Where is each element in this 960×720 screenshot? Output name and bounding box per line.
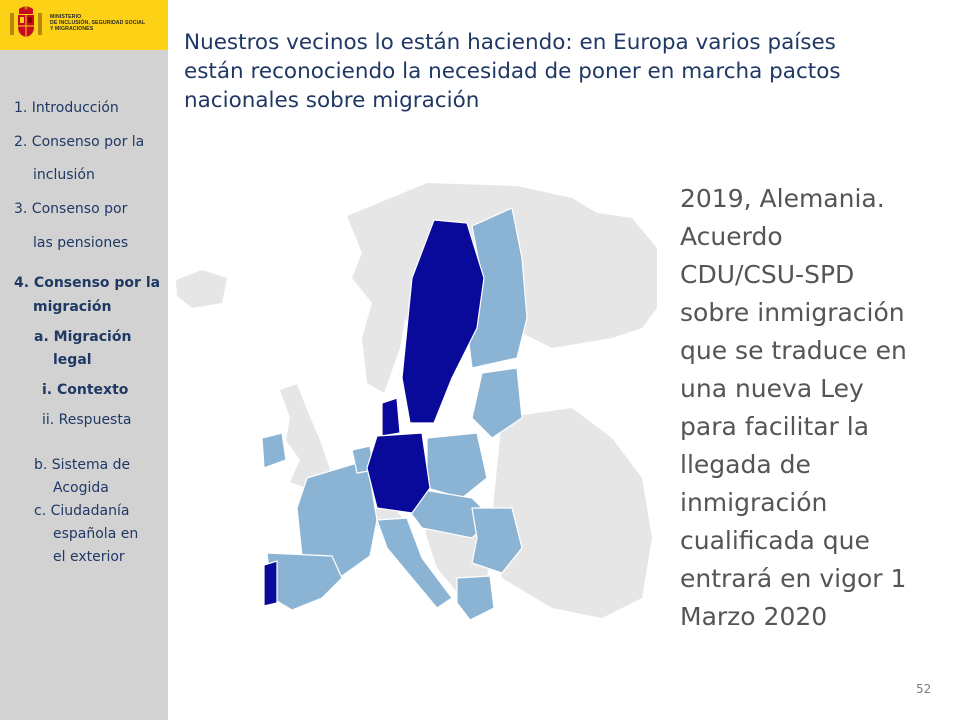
note-line: 2019, Alemania. — [680, 184, 885, 213]
nav-item-respuesta[interactable]: ii. Respuesta — [42, 412, 132, 428]
note-line: que se traduce en — [680, 336, 907, 365]
note-line: llegada de — [680, 450, 811, 479]
ministry-line: MINISTERIO — [50, 14, 82, 20]
nav-item-consenso-pensiones[interactable]: 3. Consenso por — [14, 201, 128, 217]
map-spain — [267, 553, 342, 610]
note-line: CDU/CSU-SPD — [680, 260, 855, 289]
nav-item-migracion-legal-cont[interactable]: legal — [53, 352, 92, 368]
nav-item-migracion-legal[interactable]: a. Migración — [34, 329, 132, 345]
ministry-line: Y MIGRACIONES — [50, 26, 94, 33]
coat-of-arms-icon — [7, 5, 45, 43]
nav-item-introduccion[interactable]: 1. Introducción — [14, 100, 119, 116]
note-line: para facilitar la — [680, 412, 870, 441]
note-line: inmigración — [680, 488, 828, 517]
nav-item-consenso-migracion-cont[interactable]: migración — [33, 299, 112, 315]
nav-item-ciudadania-cont1[interactable]: española en — [53, 526, 139, 542]
slide-title-line: nacionales sobre migración — [184, 88, 480, 113]
ministry-name — [50, 14, 145, 33]
nav-item-consenso-inclusion[interactable]: 2. Consenso por la — [14, 134, 145, 150]
nav-item-consenso-pensiones-cont[interactable]: las pensiones — [33, 235, 129, 251]
nav-item-consenso-inclusion-cont[interactable]: inclusión — [33, 167, 95, 183]
map-poland — [427, 433, 487, 498]
note-line: Marzo 2020 — [680, 602, 828, 631]
sidebar — [0, 0, 168, 720]
ministry-logo — [0, 0, 168, 50]
map-land-east — [492, 408, 652, 618]
note-line: cualificada que — [680, 526, 870, 555]
map-ireland — [262, 433, 286, 468]
europe-map — [172, 178, 662, 628]
germany-agreement-text — [680, 180, 940, 636]
nav-item-sistema-acogida[interactable]: b. Sistema de — [34, 457, 131, 473]
nav-item-ciudadania[interactable]: c. Ciudadanía — [34, 503, 130, 519]
note-line: Acuerdo — [680, 222, 783, 251]
nav-item-consenso-migracion[interactable]: 4. Consenso por la — [14, 275, 161, 291]
map-germany — [367, 433, 430, 513]
ministry-line: DE INCLUSIÓN, SEGURIDAD SOCIAL — [50, 20, 146, 27]
slide-title — [184, 28, 914, 115]
map-land-iceland — [176, 270, 227, 308]
note-line: una nueva Ley — [680, 374, 864, 403]
note-line: entrará en vigor 1 — [680, 564, 907, 593]
nav-item-sistema-acogida-cont[interactable]: Acogida — [53, 480, 109, 496]
nav-item-contexto[interactable]: i. Contexto — [42, 382, 129, 398]
slide-title-line: Nuestros vecinos lo están haciendo: en Europa varios países — [184, 30, 836, 55]
map-denmark — [382, 398, 400, 436]
slide-title-line: están reconociendo la necesidad de poner en marcha pactos — [184, 59, 841, 84]
map-portugal — [264, 561, 277, 606]
map-greece — [457, 576, 494, 620]
nav-item-ciudadania-cont2[interactable]: el exterior — [53, 549, 125, 565]
page-number: 52 — [916, 682, 932, 696]
note-line: sobre inmigración — [680, 298, 905, 327]
